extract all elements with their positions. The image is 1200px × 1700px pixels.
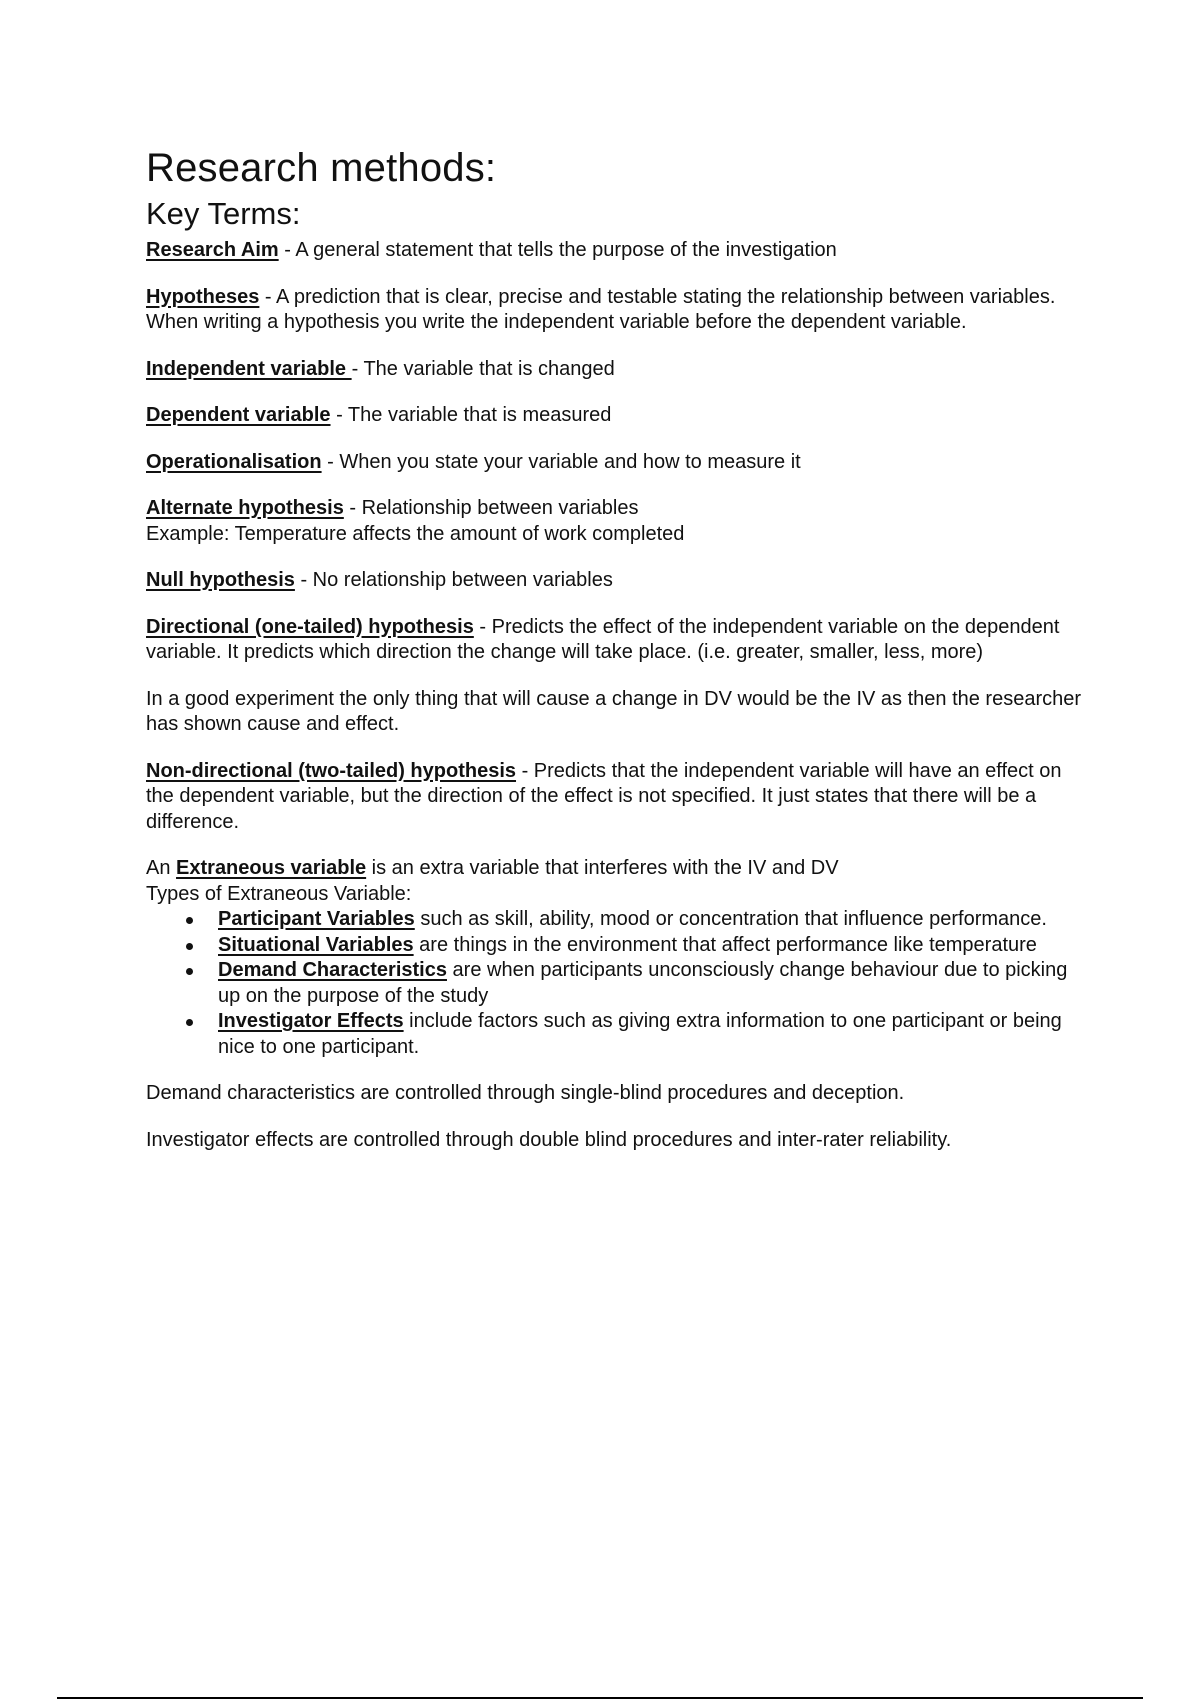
definition-null-hypothesis (146, 568, 1086, 594)
term: Extraneous variable (176, 857, 367, 879)
definition-text: - Predicts the effect of the independent variable on the dependent variable. It predicts which direction the change will take place. (i.e. greater, smaller, less, more) (146, 615, 1060, 663)
term: Operationalisation (146, 450, 322, 473)
definition-text: is an extra variable that interferes with the IV and DV (366, 857, 839, 879)
page-bottom-rule (57, 1697, 1143, 1699)
term: Dependent variable (146, 404, 331, 426)
term: Non-directional (two-tailed) hypothesis (146, 759, 517, 782)
definition-non-directional-hypothesis (146, 759, 1086, 836)
closing-paragraph: Demand characteristics are controlled through single-blind procedures and deception. (146, 1082, 905, 1104)
definition-dependent-variable (146, 403, 1086, 429)
list-item (218, 958, 1086, 1009)
definition-text: - A general statement that tells the purpose of the investigation (278, 239, 837, 261)
definition-alternate-hypothesis (146, 496, 1086, 547)
good-experiment-paragraph: In a good experiment the only thing that will cause a change in DV would be the IV as then the researcher has shown cause and effect. (146, 687, 1082, 735)
list-item-text: are when participants unconsciously change behaviour due to picking up on the purpose of the study (218, 959, 1068, 1007)
types-label: Types of Extraneous Variable: (146, 882, 412, 905)
term: Research Aim (146, 239, 279, 261)
term: Null hypothesis (146, 569, 295, 591)
term: Investigator Effects (218, 1010, 404, 1032)
prefix-text: An (146, 857, 177, 879)
definition-directional-hypothesis (146, 615, 1086, 666)
definition-text: - A prediction that is clear, precise and testable stating the relationship between variables. When writing a hypothesis you write the independent variable before the dependent variable. (146, 285, 1056, 333)
list-item (218, 933, 1086, 959)
definition-text: - Relationship between variables (343, 497, 639, 519)
extraneous-variable-paragraph (146, 856, 1086, 907)
term: Alternate hypothesis (146, 497, 344, 519)
list-item-text: include factors such as giving extra information to one participant or being nice to one participant. (218, 1010, 1062, 1058)
section-heading: Key Terms: (146, 196, 301, 231)
definition-text: - No relationship between variables (294, 569, 613, 591)
definition-text: - Predicts that the independent variable will have an effect on the dependent variable, but the direction of the effect is not specified. It just states that there will be a difference. (146, 759, 1062, 833)
extraneous-types-list (146, 907, 1086, 1060)
example-text: Example: Temperature affects the amount of work completed (146, 522, 685, 545)
definition-operationalisation (146, 450, 1086, 476)
list-item-text: such as skill, ability, mood or concentration that influence performance. (414, 908, 1047, 930)
page-title: Research methods: (146, 146, 497, 190)
term: Hypotheses (146, 285, 260, 308)
list-item (218, 1009, 1086, 1060)
definition-independent-variable (146, 357, 1086, 383)
definition-hypotheses (146, 285, 1086, 336)
document-page (146, 142, 1086, 1174)
definition-text: - The variable that is measured (330, 404, 612, 426)
definition-research-aim (146, 238, 1086, 264)
term: Independent variable (146, 357, 352, 380)
term: Situational Variables (218, 933, 414, 956)
list-item-text: are things in the environment that affect performance like temperature (413, 933, 1037, 956)
term: Demand Characteristics (218, 959, 447, 981)
term: Directional (one-tailed) hypothesis (146, 615, 474, 638)
closing-paragraph: Investigator effects are controlled through double blind procedures and inter-rater reliability. (146, 1128, 952, 1151)
definition-text: - When you state your variable and how to measure it (321, 450, 801, 473)
list-item (218, 907, 1086, 933)
term: Participant Variables (218, 908, 415, 930)
definition-text: - The variable that is changed (351, 357, 615, 380)
